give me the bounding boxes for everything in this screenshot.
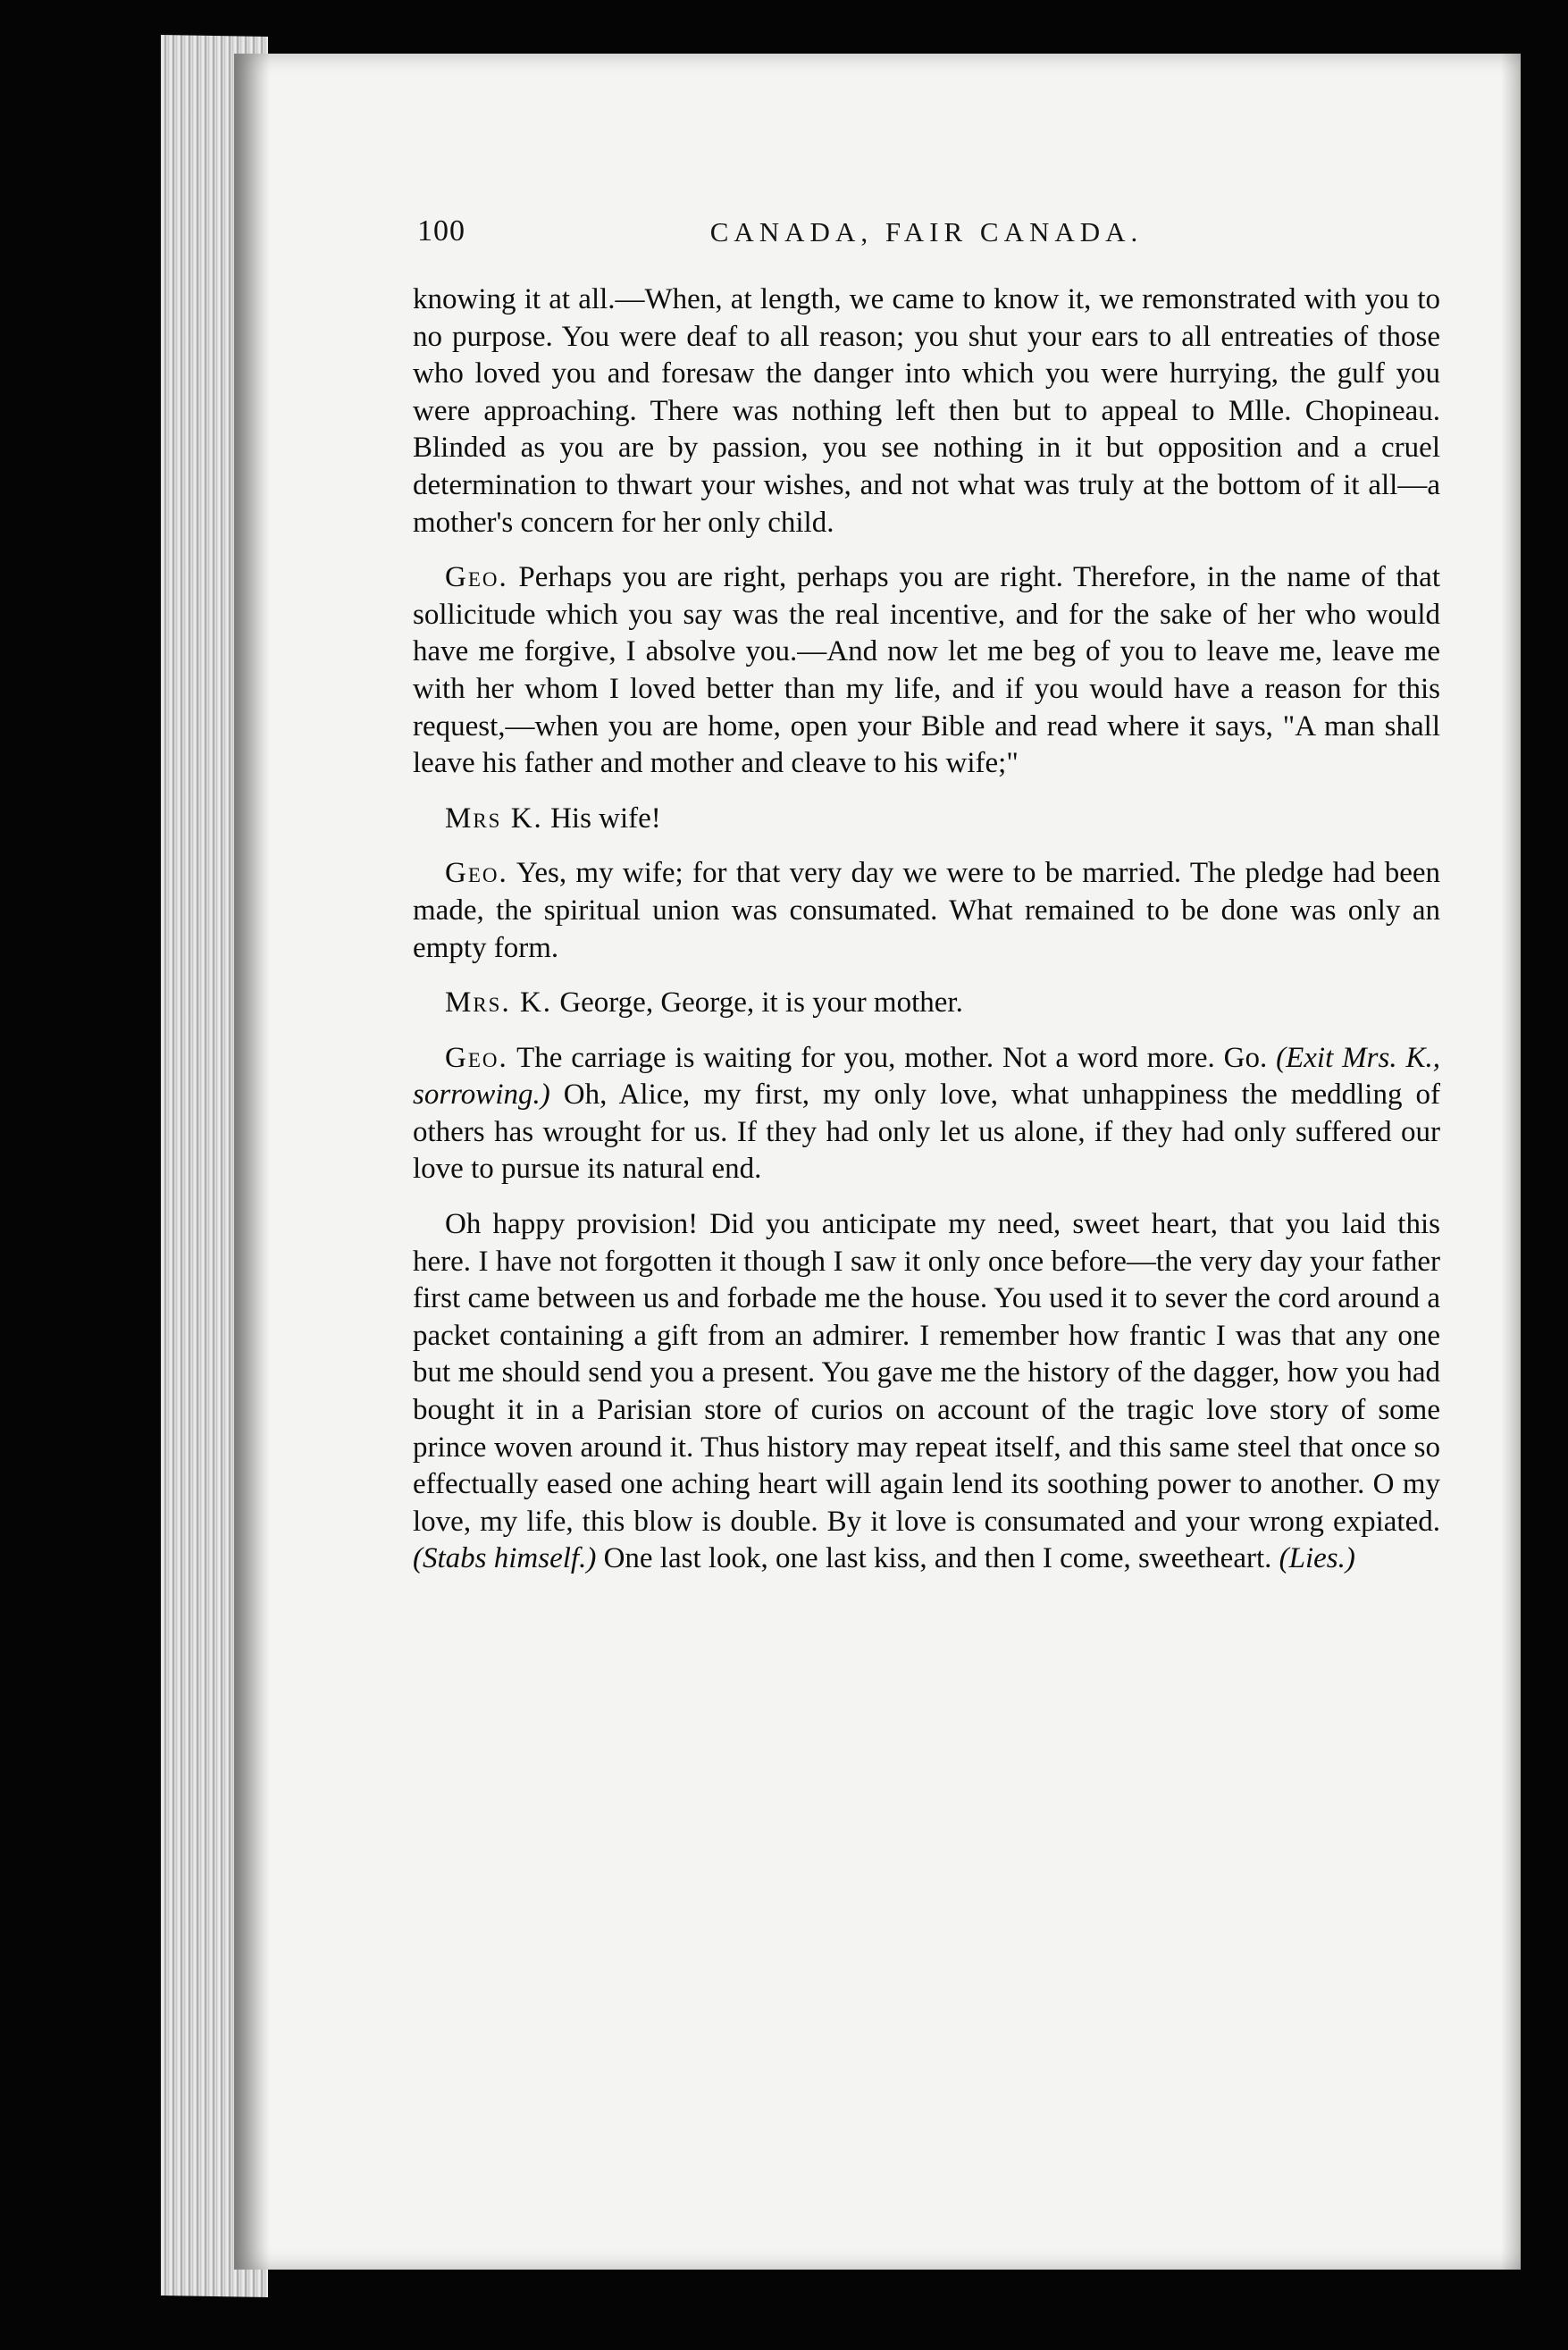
speech-paragraph [413, 559, 1440, 783]
speech-paragraph [413, 985, 1440, 1022]
binding-shadow [234, 54, 270, 2270]
speaker-name: Geo. [445, 857, 508, 890]
speech-text: His wife! [550, 802, 661, 835]
speech-text: The carriage is waiting for you, mother. Not a word more. Go. [516, 1041, 1268, 1074]
speaker-name: Geo. [445, 1041, 508, 1074]
text-block [413, 281, 1440, 1596]
speech-paragraph [413, 1040, 1440, 1188]
page-number: 100 [417, 214, 465, 248]
speech-text: Oh, Alice, my first, my only love, what unhappiness the meddling of others has wrought for us. If they had only let us alone, if they had only suffered our love to pursue its natural end. [413, 1078, 1440, 1186]
paragraph-text: knowing it at all.—When, at length, we came to know it, we remonstrated with you to no purpose. You were deaf to all reason; you shut your ears to all entreaties of those who loved you and foresaw the danger into which you were hurrying, the gulf you were approaching. There was nothing left then but to appeal to Mlle. Chopineau. Blinded as you are by passion, you see nothing in it but opposition and a cruel determination to thwart your wishes, and not what was truly at the bottom of it all—a mother's concern for her only child. [413, 283, 1440, 539]
speech-text: George, George, it is your mother. [559, 986, 963, 1020]
speech-paragraph [413, 1206, 1440, 1578]
speech-text: Perhaps you are right, perhaps you are right. Therefore, in the name of that sollicitude which you say was the real incentive, and for the sake of her who would have me forgive, I absolve you.—And now let me beg of you to leave me, leave me with her whom I loved better than my life, and if you would have a reason for this request,—when you are home, open your Bible and read where it says, "A man shall leave his father and mother and cleave to his wife;" [413, 561, 1441, 780]
page-edge-shadow [1501, 54, 1521, 2270]
speech-text: Yes, my wife; for that very day we were to be married. The pledge had been made, the spiritual union was consumated. What remained to be done was only an empty form. [413, 857, 1440, 964]
speech-paragraph [413, 801, 1440, 838]
speaker-name: Mrs. K. [445, 986, 553, 1020]
book-page [234, 54, 1521, 2270]
speaker-name: Geo. [445, 561, 508, 594]
speech-text: One last look, one last kiss, and then I come, sweetheart. [603, 1542, 1272, 1575]
running-title: CANADA, FAIR CANADA. [709, 216, 1144, 248]
speaker-name: Mrs K. [445, 802, 543, 835]
running-head [417, 214, 1436, 268]
speech-paragraph [413, 855, 1440, 967]
stage-direction: (Stabs himself.) [413, 1542, 597, 1575]
stage-direction: (Exit Mrs. K., sorrowing.) [413, 1041, 1441, 1112]
speech-text: Oh happy provision! Did you anticipate my need, sweet heart, that you laid this here. I have not forgotten it though I saw it only once before—the very day your father first came between us and forbade me the house. You used it to sever the cord around a packet containing a gift from an admirer. I remember how frantic I was that any one but me should send you a present. You gave me the history of the dagger, how you had bought it in a Parisian store of curios on account of the tragic love story of some prince woven around it. Thus history may repeat itself, and this same steel that once so effectually eased one aching heart will again lend its soothing power to another. O my love, my life, this blow is double. By it love is consumated and your wrong expiated. [413, 1208, 1440, 1538]
stage-direction: (Lies.) [1279, 1542, 1355, 1575]
paragraph [413, 281, 1440, 541]
